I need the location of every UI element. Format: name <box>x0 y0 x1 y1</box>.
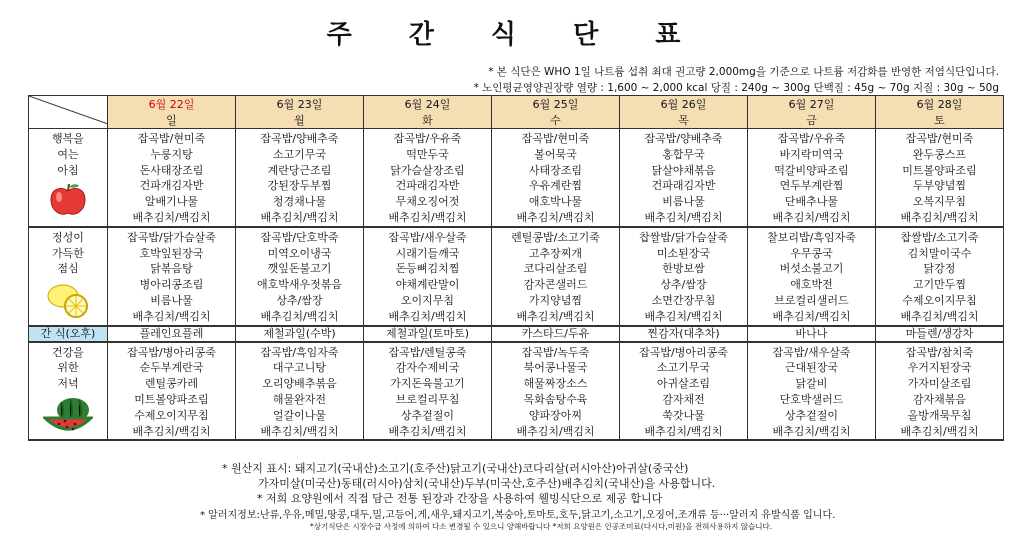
lunch-label-line: 점심 <box>57 262 79 276</box>
menu-item: 미역오이냉국 <box>267 246 332 260</box>
breakfast-menu-cell <box>492 129 620 227</box>
menu-item: 잡곡밥/병아리콩죽 <box>639 345 728 359</box>
page-title: 주 간 식 단 표 <box>326 20 705 50</box>
dinner-menu-cell <box>876 342 1004 441</box>
menu-item: 고기만두찜 <box>912 278 967 292</box>
weekly-menu-table <box>28 95 1004 441</box>
menu-item: 감자콘샐러드 <box>523 278 588 292</box>
menu-item: 브로컬리샐러드 <box>774 293 849 307</box>
menu-item: 잡곡밥/새우살죽 <box>772 345 851 359</box>
menu-item: 감자채전 <box>662 392 705 406</box>
menu-item: 아귀살조림 <box>656 377 711 391</box>
weekday-cell: 화 <box>364 112 492 129</box>
menu-item: 김치말이국수 <box>907 246 972 260</box>
menu-item: 잡곡밥/흑임자죽 <box>260 345 339 359</box>
lunch-label-line: 가득한 <box>52 246 84 260</box>
menu-item: 순두부계란국 <box>139 361 204 375</box>
menu-item: 잡곡밥/현미죽 <box>521 132 590 145</box>
menu-item: 찹쌀밥/소고기죽 <box>900 230 979 244</box>
snack-cell: 카스타드/두유 <box>492 326 620 342</box>
menu-item: 올방개묵무침 <box>907 408 972 422</box>
menu-item: 코다리살조림 <box>523 262 588 276</box>
menu-item: 미트볼양파조림 <box>902 163 977 177</box>
menu-item: 렌틸콩카레 <box>144 377 199 391</box>
menu-item: 찰보리밥/흑임자죽 <box>767 230 856 244</box>
menu-item: 버섯소불고기 <box>779 262 844 276</box>
weekday-cell: 수 <box>492 112 620 129</box>
corner-diagonal <box>29 96 108 124</box>
menu-item: 깻잎돈불고기 <box>267 262 332 276</box>
menu-item: 한방보쌈 <box>662 262 705 276</box>
menu-item: 애호박전 <box>790 278 833 292</box>
menu-item: 소면간장무침 <box>651 293 716 307</box>
menu-item: 강된장두부찜 <box>267 179 332 193</box>
menu-item: 해물짜장소스 <box>523 377 588 391</box>
menu-item: 양파장아찌 <box>528 408 583 422</box>
header-corner <box>29 96 108 129</box>
menu-item: 소고기무국 <box>656 361 711 375</box>
date-cell: 6월 25일 <box>492 96 620 113</box>
snack-cell: 제철과일(토마토) <box>364 326 492 342</box>
sodium-note: * 본 식단은 WHO 1일 나트륨 섭취 최대 권고량 2,000mg을 기준으로 나트륨 저감화를 반영한 저염식단입니다. <box>488 66 999 78</box>
date-cell: 6월 27일 <box>748 96 876 113</box>
menu-item: 잡곡밥/현미죽 <box>905 132 974 145</box>
menu-item: 얼갈이나물 <box>272 408 327 422</box>
dinner-menu-cell <box>364 342 492 441</box>
origin-note: * 원산지 표시: 돼지고기(국내산)소고기(호주산)닭고기(국내산)코다리살(러시아산)아귀살(중국산) <box>222 462 689 475</box>
menu-item: 계란당근조림 <box>267 163 332 177</box>
menu-item: 시래기들깨국 <box>395 246 460 260</box>
menu-item: 배추김치/백김치 <box>644 424 723 438</box>
dinner-row <box>29 342 1004 441</box>
menu-item: 배추김치/백김치 <box>132 424 211 438</box>
breakfast-menu-cell <box>236 129 364 227</box>
menu-item: 근대된장국 <box>784 361 839 375</box>
breakfast-menu-cell <box>108 129 236 227</box>
menu-item: 완두콩스프 <box>912 147 967 161</box>
menu-item: 오리양배추볶음 <box>262 377 337 391</box>
menu-item: 미트볼양파조림 <box>134 392 209 406</box>
menu-item: 잡곡밥/병아리콩죽 <box>127 345 216 359</box>
menu-item: 배추김치/백김치 <box>900 210 979 224</box>
lunch-label-line: 정성이 <box>52 230 84 244</box>
date-cell: 6월 26일 <box>620 96 748 113</box>
date-row <box>29 96 1004 113</box>
lunch-label-cell <box>29 227 108 326</box>
menu-item: 상추/쌈장 <box>276 293 323 307</box>
menu-item: 배추김치/백김치 <box>388 424 467 438</box>
menu-item: 상추겉절이 <box>784 408 839 422</box>
lunch-menu-cell <box>236 227 364 326</box>
dinner-menu-cell <box>492 342 620 441</box>
lunch-menu-cell <box>492 227 620 326</box>
menu-item: 건파래김자반 <box>395 179 460 193</box>
date-cell: 6월 28일 <box>876 96 1004 113</box>
snack-label: 간 식(오후) <box>29 326 108 342</box>
dinner-menu-cell <box>236 342 364 441</box>
menu-item: 찹쌀밥/닭가슴살죽 <box>639 230 728 244</box>
dinner-label-line: 건강을 <box>52 345 84 359</box>
apple-icon <box>29 182 107 221</box>
menu-item: 수제오이지무침 <box>902 293 977 307</box>
menu-item: 배추김치/백김치 <box>516 210 595 224</box>
lunch-menu-cell <box>108 227 236 326</box>
menu-item: 잡곡밥/양배추죽 <box>260 132 339 145</box>
menu-item: 상추/쌈장 <box>660 278 707 292</box>
lunch-row <box>29 227 1004 326</box>
menu-item: 호박잎된장국 <box>139 246 204 260</box>
snack-cell: 제철과일(수박) <box>236 326 364 342</box>
menu-item: 쑥갓나물 <box>662 408 705 422</box>
breakfast-menu-cell <box>620 129 748 227</box>
menu-item: 잡곡밥/렌틸콩죽 <box>388 345 467 359</box>
menu-item: 배추김치/백김치 <box>260 424 339 438</box>
menu-item: 수제오이지무침 <box>134 408 209 422</box>
snack-cell: 찐감자(대추차) <box>620 326 748 342</box>
menu-item: 오이지무침 <box>400 293 455 307</box>
dinner-menu-cell <box>620 342 748 441</box>
weekday-cell: 목 <box>620 112 748 129</box>
menu-item: 우무콩국 <box>790 246 833 260</box>
menu-item: 야채계란말이 <box>395 278 460 292</box>
menu-item: 애호박나물 <box>528 195 583 209</box>
dinner-menu-cell <box>108 342 236 441</box>
menu-item: 감자수제비국 <box>395 361 460 375</box>
menu-item: 우거지된장국 <box>907 361 972 375</box>
breakfast-label-line: 여는 <box>57 147 79 161</box>
menu-item: 해물완자전 <box>272 392 327 406</box>
menu-item: 누룽지탕 <box>150 147 193 161</box>
menu-item: 청경채나물 <box>272 195 327 209</box>
breakfast-menu-cell <box>748 129 876 227</box>
snack-cell: 마들렌/생강차 <box>876 326 1004 342</box>
menu-item: 두부양념찜 <box>912 179 967 193</box>
menu-item: 배추김치/백김치 <box>772 210 851 224</box>
menu-item: 배추김치/백김치 <box>260 210 339 224</box>
lemon-icon <box>29 281 107 322</box>
menu-item: 홍합무국 <box>662 147 705 161</box>
menu-item: 목화솜탕수육 <box>523 392 588 406</box>
menu-item: 우유계란찜 <box>528 179 583 193</box>
menu-item: 잡곡밥/현미죽 <box>137 132 206 145</box>
menu-item: 가자미살조림 <box>907 377 972 391</box>
menu-item: 대구고니탕 <box>272 361 327 375</box>
menu-item: 배추김치/백김치 <box>900 309 979 323</box>
menu-item: 렌틸콩밥/소고기죽 <box>511 230 600 244</box>
dinner-menu-cell <box>748 342 876 441</box>
breakfast-label-line: 행복을 <box>52 132 84 145</box>
date-cell: 6월 22일 <box>108 96 236 113</box>
menu-item: 배추김치/백김치 <box>772 424 851 438</box>
menu-item: 단배추나물 <box>784 195 839 209</box>
menu-item: 가지양념찜 <box>528 293 583 307</box>
menu-item: 배추김치/백김치 <box>644 210 723 224</box>
menu-item: 알배기나물 <box>144 195 199 209</box>
menu-item: 미소된장국 <box>656 246 711 260</box>
menu-item: 고추장찌개 <box>528 246 583 260</box>
menu-item: 잡곡밥/녹두죽 <box>521 345 590 359</box>
menu-item: 무채오징어젓 <box>395 195 460 209</box>
menu-item: 잡곡밥/우유죽 <box>777 132 846 145</box>
breakfast-label-cell <box>29 129 108 227</box>
menu-item: 닭가슴살장조림 <box>390 163 465 177</box>
weekday-cell: 일 <box>108 112 236 129</box>
menu-item: 잡곡밥/새우살죽 <box>388 230 467 244</box>
menu-item: 닭살야채볶음 <box>651 163 716 177</box>
menu-item: 닭갈비 <box>795 377 828 391</box>
menu-item: 배추김치/백김치 <box>772 309 851 323</box>
lunch-menu-cell <box>620 227 748 326</box>
breakfast-label-line: 아침 <box>57 163 79 177</box>
menu-item: 오복지무침 <box>912 195 967 209</box>
menu-item: 감자채볶음 <box>912 392 967 406</box>
menu-item: 배추김치/백김치 <box>516 424 595 438</box>
menu-item: 소고기무국 <box>272 147 327 161</box>
menu-item: 연두부계란찜 <box>779 179 844 193</box>
menu-item: 단호박샐러드 <box>779 392 844 406</box>
menu-item: 배추김치/백김치 <box>260 309 339 323</box>
breakfast-menu-cell <box>876 129 1004 227</box>
menu-item: 북어콩나물국 <box>523 361 588 375</box>
menu-item: 배추김치/백김치 <box>516 309 595 323</box>
menu-item: 배추김치/백김치 <box>900 424 979 438</box>
menu-item: 배추김치/백김치 <box>388 210 467 224</box>
menu-item: 브로컬리무침 <box>395 392 460 406</box>
breakfast-menu-cell <box>364 129 492 227</box>
menu-item: 잡곡밥/양배추죽 <box>644 132 723 145</box>
lunch-menu-cell <box>364 227 492 326</box>
menu-item: 볼어묵국 <box>534 147 577 161</box>
menu-item: 가지돈육불고기 <box>390 377 465 391</box>
disclaimer-note: *상기식단은 시장수급 사정에 의하여 다소 변경될 수 있으니 양해바랍니다 *저희 요양원은 인공조미료(다시다,미원)을 전혀사용하지 않습니다. <box>310 522 773 531</box>
snack-cell: 바나나 <box>748 326 876 342</box>
menu-item: 건파개김자반 <box>139 179 204 193</box>
menu-item: 병아리콩조림 <box>139 278 204 292</box>
snack-cell: 플레인요플레 <box>108 326 236 342</box>
sauce-note: * 저희 요양원에서 직접 담근 전통 된장과 간장을 사용하여 웰빙식단으로 제공 합니다 <box>257 492 663 505</box>
menu-item: 잡곡밥/참치죽 <box>905 345 974 359</box>
menu-item: 건파래김자반 <box>651 179 716 193</box>
menu-item: 상추겉절이 <box>400 408 455 422</box>
lunch-menu-cell <box>748 227 876 326</box>
menu-item: 잡곡밥/단호박죽 <box>260 230 339 244</box>
allergy-note: * 알러지정보:난류,우유,메밀,땅콩,대두,밀,고등어,게,새우,돼지고기,복숭아,토마토,호두,닭고기,소고기,오징어,조개류 등···알러지 유발식품 입니다. <box>200 510 836 521</box>
origin-note-cont: 가자미살(미국산)동태(러시아)삼치(국내산)두부(미국산,호주산)배추김치(국내산)을 사용합니다. <box>258 477 716 490</box>
menu-item: 사태장조림 <box>528 163 583 177</box>
menu-item: 떡만두국 <box>406 147 449 161</box>
menu-item: 돈사태장조림 <box>139 163 204 177</box>
weekday-cell: 월 <box>236 112 364 129</box>
menu-item: 떡갈비양파조림 <box>774 163 849 177</box>
dinner-label-line: 저녁 <box>57 377 79 391</box>
nutrition-note: * 노인평균영양권장량 열량 : 1,600 ~ 2,000 kcal 당질 : 240g ~ 300g 단백질 : 45g ~ 70g 지질 : 30g ~ 50g <box>473 82 999 94</box>
watermelon-icon <box>29 396 107 439</box>
dinner-label-line: 위한 <box>57 361 79 375</box>
menu-item: 애호박새우젓볶음 <box>256 278 342 292</box>
menu-item: 닭볶음탕 <box>150 262 193 276</box>
date-cell: 6월 23일 <box>236 96 364 113</box>
breakfast-row <box>29 129 1004 227</box>
menu-item: 배추김치/백김치 <box>132 210 211 224</box>
date-cell: 6월 24일 <box>364 96 492 113</box>
weekday-cell: 금 <box>748 112 876 129</box>
menu-item: 배추김치/백김치 <box>644 309 723 323</box>
menu-item: 잡곡밥/우유죽 <box>393 132 462 145</box>
snack-row <box>29 326 1004 342</box>
menu-item: 돈등뼈김치찜 <box>395 262 460 276</box>
menu-item: 비름나물 <box>150 293 193 307</box>
menu-item: 비름나물 <box>662 195 705 209</box>
menu-item: 닭강정 <box>923 262 956 276</box>
dinner-label-cell <box>29 342 108 441</box>
menu-item: 바지락미역국 <box>779 147 844 161</box>
menu-item: 배추김치/백김치 <box>132 309 211 323</box>
weekday-cell: 토 <box>876 112 1004 129</box>
lunch-menu-cell <box>876 227 1004 326</box>
menu-item: 배추김치/백김치 <box>388 309 467 323</box>
menu-item: 잡곡밥/닭가슴살죽 <box>127 230 216 244</box>
weekday-row <box>29 112 1004 129</box>
